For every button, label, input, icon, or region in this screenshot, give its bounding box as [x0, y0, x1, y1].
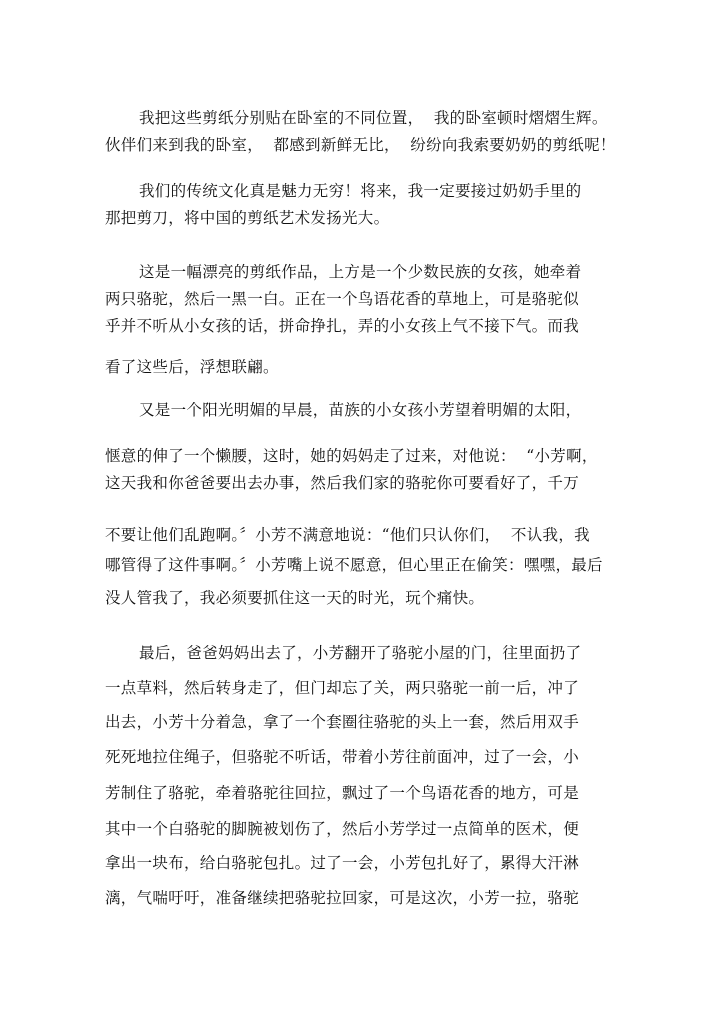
text-line: 漓，气喘吁吁，准备继续把骆驼拉回家，可是这次，小芳一拉，骆驼 — [105, 889, 580, 907]
text-line: 我们的传统文化真是魅力无穷！将来，我一定要接过奶奶手里的 — [139, 182, 582, 200]
text-line: 我把这些剪纸分别贴在卧室的不同位置， 我的卧室顿时熠熠生辉。 — [139, 109, 608, 127]
text-line: 死死地拉住绳子，但骆驼不听话，带着小芳往前面冲，过了一会，小 — [105, 748, 580, 766]
text-line: 两只骆驼，然后一黑一白。正在一个鸟语花香的草地上，可是骆驼似 — [105, 290, 580, 308]
text-line: 这天我和你爸爸要出去办事，然后我们家的骆驼你可要看好了，千万 — [105, 474, 580, 492]
text-line: 出去，小芳十分着急，拿了一个套圈往骆驼的头上一套，然后用双手 — [105, 713, 580, 731]
text-line: 哪管得了这件事啊。〞小芳嘴上说不愿意，但心里正在偷笑：嘿嘿，最后 — [105, 556, 603, 574]
text-line: 乎并不听从小女孩的话，拼命挣扎，弄的小女孩上气不接下气。而我 — [105, 317, 580, 335]
text-line: 惬意的伸了一个懒腰，这时，她的妈妈走了过来，对他说： “小芳啊， — [105, 447, 598, 465]
text-line: 没人管我了，我必须要抓住这一天的时光，玩个痛快。 — [105, 589, 485, 607]
text-line: 这是一幅漂亮的剪纸作品，上方是一个少数民族的女孩，她牵着 — [139, 263, 582, 281]
text-line: 芳制住了骆驼，牵着骆驼往回拉，飘过了一个鸟语花香的地方，可是 — [105, 784, 580, 802]
text-line: 伙伴们来到我的卧室， 都感到新鲜无比， 纷纷向我索要奶奶的剪纸呢！ — [105, 136, 616, 154]
text-line: 看了这些后，浮想联翩。 — [105, 358, 279, 376]
text-line: 一点草料，然后转身走了，但门却忘了关，两只骆驼一前一后，冲了 — [105, 679, 580, 697]
text-line: 最后，爸爸妈妈出去了，小芳翻开了骆驼小屋的门，往里面扔了 — [139, 644, 582, 662]
text-line: 拿出一块布，给白骆驼包扎。过了一会，小芳包扎好了，累得大汗淋 — [105, 854, 580, 872]
text-line: 那把剪刀，将中国的剪纸艺术发扬光大。 — [105, 209, 390, 227]
text-line: 又是一个阳光明媚的早晨，苗族的小女孩小芳望着明媚的太阳， — [139, 401, 582, 419]
text-line: 其中一个白骆驼的脚腕被划伤了，然后小芳学过一点简单的医术，便 — [105, 820, 580, 838]
text-line: 不要让他们乱跑啊。〞小芳不满意地说：“他们只认你们， 不认我，我 — [105, 526, 590, 544]
